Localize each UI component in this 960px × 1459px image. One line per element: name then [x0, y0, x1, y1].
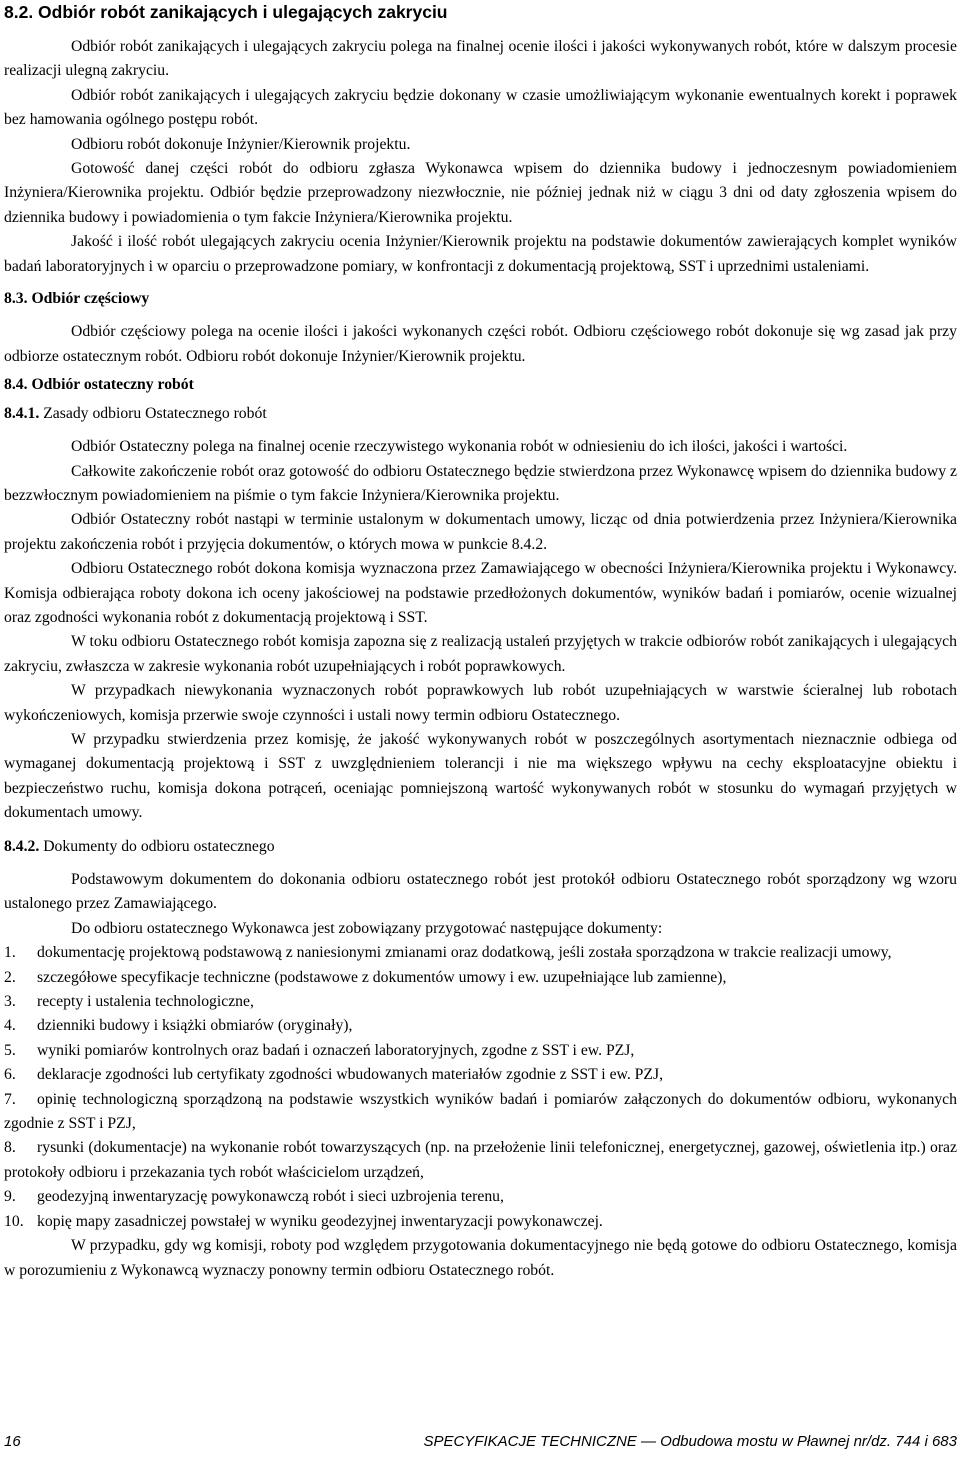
paragraph: Odbiór częściowy polega na ocenie ilości i jakości wykonanych części robót. Odbioru częściowego robót dokonuje się wg zasad jak przy odbiorze ostatecznym robót. Odbioru robót dokonuje Inżynier/Kierownik projektu.: [4, 323, 957, 365]
document-list: [4, 941, 957, 1234]
list-item-text: geodezyjną inwentaryzację powykonawczą robót i sieci uzbrojenia terenu,: [37, 1188, 504, 1206]
list-item-number: 5.: [4, 1041, 16, 1059]
list-item-number: 10.: [4, 1212, 24, 1230]
subsection-number: 8.4.2.: [4, 837, 40, 855]
list-item-number: 6.: [4, 1066, 16, 1084]
list-item: [4, 1210, 957, 1234]
paragraph: Odbioru Ostatecznego robót dokona komisja wyznaczona przez Zamawiającego w obecności Inżyniera/Kierownika projektu i Wykonawcy. Komisja odbierająca roboty dokona ich oceny jakościowej na podstawie przedłożonych dokumentów, wyników badań i pomiarów, ocenie wizualnej oraz zgodności wykonania robót z dokumentacją projektową i SST.: [4, 560, 957, 626]
list-item: [4, 1136, 957, 1185]
list-item: [4, 990, 957, 1014]
subsection-heading-8-4-2: [4, 835, 957, 859]
section-heading-8-2: 8.2. Odbiór robót zanikających i ulegających zakryciu: [4, 2, 448, 22]
paragraph: Jakość i ilość robót ulegających zakryciu ocenia Inżynier/Kierownik projektu na podstawie dokumentów zawierających komplet wyników badań laboratoryjnych i w oparciu o przeprowadzone pomiary, w konfrontacji z dokumentacją projektową, SST i uprzednimi ustaleniami.: [4, 233, 957, 275]
paragraph: W przypadku stwierdzenia przez komisję, że jakość wykonywanych robót w poszczególnych asortymentach nieznacznie odbiega od wymaganej dokumentacją projektową i SST z uwzględnieniem tolerancji i nie ma większego wpływu na cechy eksploatacyjne obiektu i bezpieczeństwo ruchu, komisja dokona potrąceń, oceniając pomniejszoną wartość wykonywanych robót w stosunku do wymagań przyjętych w dokumentach umowy.: [4, 730, 957, 822]
list-item-text: deklaracje zgodności lub certyfikaty zgodności wbudowanych materiałów zgodnie z SST i ew. PZJ,: [37, 1066, 664, 1084]
list-item: [4, 1014, 957, 1038]
list-item: [4, 1039, 957, 1063]
list-item-text: dokumentację projektową podstawową z naniesionymi zmianami oraz dodatkową, jeśli została sporządzona w trakcie realizacji umowy,: [37, 944, 892, 962]
list-item: [4, 1088, 957, 1137]
paragraph: Do odbioru ostatecznego Wykonawca jest zobowiązany przygotować następujące dokumenty:: [71, 919, 663, 937]
list-item: [4, 1063, 957, 1087]
list-item-text: kopię mapy zasadniczej powstałej w wyniku geodezyjnej inwentaryzacji powykonawczej.: [37, 1212, 603, 1230]
list-item-text: dzienniki budowy i książki obmiarów (oryginały),: [37, 1017, 353, 1035]
footer-document-title: SPECYFIKACJE TECHNICZNE — Odbudowa mostu w Pławnej nr/dz. 744 i 683: [423, 1433, 957, 1450]
paragraph: Odbiór Ostateczny polega na finalnej ocenie rzeczywistego wykonania robót w odniesieniu do ich ilości, jakości i wartości.: [71, 438, 848, 456]
list-item: [4, 1185, 957, 1209]
subsection-title: Zasady odbioru Ostatecznego robót: [43, 404, 267, 422]
paragraph: Gotowość danej części robót do odbioru zgłasza Wykonawca wpisem do dziennika budowy i jednoczesnym powiadomieniem Inżyniera/Kierownika projektu. Odbiór będzie przeprowadzony niezwłocznie, nie później jednak niż w ciągu 3 dni od daty zgłoszenia wpisem do dziennika budowy i powiadomienia o tym fakcie Inżyniera/Kierownika projektu.: [4, 160, 957, 226]
paragraph: W przypadkach niewykonania wyznaczonych robót poprawkowych lub robót uzupełniających w warstwie ścieralnej lub robotach wykończeniowych, komisja przerwie swoje czynności i ustali nowy termin odbioru Ostatecznego.: [4, 682, 957, 724]
section-heading-8-3: 8.3. Odbiór częściowy: [4, 290, 150, 308]
paragraph: Odbiór robót zanikających i ulegających zakryciu będzie dokonany w czasie umożliwiającym wykonanie ewentualnych korekt i poprawek bez hamowania ogólnego postępu robót.: [4, 86, 957, 129]
paragraph: Odbiór robót zanikających i ulegających zakryciu polega na finalnej ocenie ilości i jakości wykonywanych robót, które w dalszym procesie realizacji ulegną zakryciu.: [4, 38, 957, 80]
paragraph: W przypadku, gdy wg komisji, roboty pod względem przygotowania dokumentacyjnego nie będą gotowe do odbioru Ostatecznego, komisja w porozumieniu z Wykonawcą wyznaczy ponowny termin odbioru Ostatecznego robót.: [4, 1237, 957, 1279]
list-item-number: 9.: [4, 1188, 16, 1206]
list-item-number: 2.: [4, 968, 16, 986]
subsection-number: 8.4.1.: [4, 404, 40, 422]
list-item-number: 8.: [4, 1139, 16, 1157]
paragraph: Odbioru robót dokonuje Inżynier/Kierownik projektu.: [71, 135, 411, 153]
paragraph: Odbiór Ostateczny robót nastąpi w terminie ustalonym w dokumentach umowy, licząc od dnia potwierdzenia przez Inżyniera/Kierownika projektu zakończenia robót i przyjęcia dokumentów, o których mowa w punkcie 8.4.2.: [4, 511, 957, 553]
paragraph: W toku odbioru Ostatecznego robót komisja zapozna się z realizacją ustaleń przyjętych w trakcie odbiorów robót zanikających i ulegających zakryciu, zwłaszcza w zakresie wykonania robót uzupełniających i robót poprawkowych.: [4, 633, 957, 675]
document-content: [4, 0, 957, 1283]
list-item-text: wyniki pomiarów kontrolnych oraz badań i oznaczeń laboratoryjnych, zgodne z SST i ew. PZJ,: [37, 1041, 635, 1059]
paragraph: Całkowite zakończenie robót oraz gotowość do odbioru Ostatecznego będzie stwierdzona przez Wykonawcę wpisem do dziennika budowy z bezzwłocznym powiadomieniem na piśmie o tym fakcie Inżyniera/Kierownika projektu.: [4, 462, 957, 504]
page-number: 16: [4, 1433, 21, 1450]
list-item-text: rysunki (dokumentacje) na wykonanie robót towarzyszących (np. na przełożenie linii telefonicznej, energetycznej, gazowej, oświetlenia itp.) oraz protokoły odbioru i przekazania tych robót właścicielom urządzeń,: [4, 1139, 957, 1181]
paragraph: Podstawowym dokumentem do dokonania odbioru ostatecznego robót jest protokół odbioru Ostatecznego robót sporządzony wg wzoru ustalonego przez Zamawiającego.: [4, 871, 957, 913]
list-item-number: 3.: [4, 993, 16, 1011]
list-item: [4, 966, 957, 990]
subsection-heading-8-4-1: [4, 402, 957, 426]
list-item: [4, 941, 957, 965]
list-item-number: 1.: [4, 944, 16, 962]
section-heading-8-4: 8.4. Odbiór ostateczny robót: [4, 376, 194, 394]
list-item-text: opinię technologiczną sporządzoną na podstawie wszystkich wyników badań i pomiarów załączonych do dokumentów odbioru, wykonanych zgodnie z SST i PZJ,: [4, 1090, 957, 1133]
list-item-text: szczegółowe specyfikacje techniczne (podstawowe z dokumentów umowy i ew. uzupełniające lub zamienne),: [37, 968, 727, 986]
list-item-number: 4.: [4, 1017, 16, 1035]
list-item-text: recepty i ustalenia technologiczne,: [37, 993, 254, 1011]
subsection-title: Dokumenty do odbioru ostatecznego: [43, 837, 275, 855]
list-item-number: 7.: [4, 1090, 16, 1108]
